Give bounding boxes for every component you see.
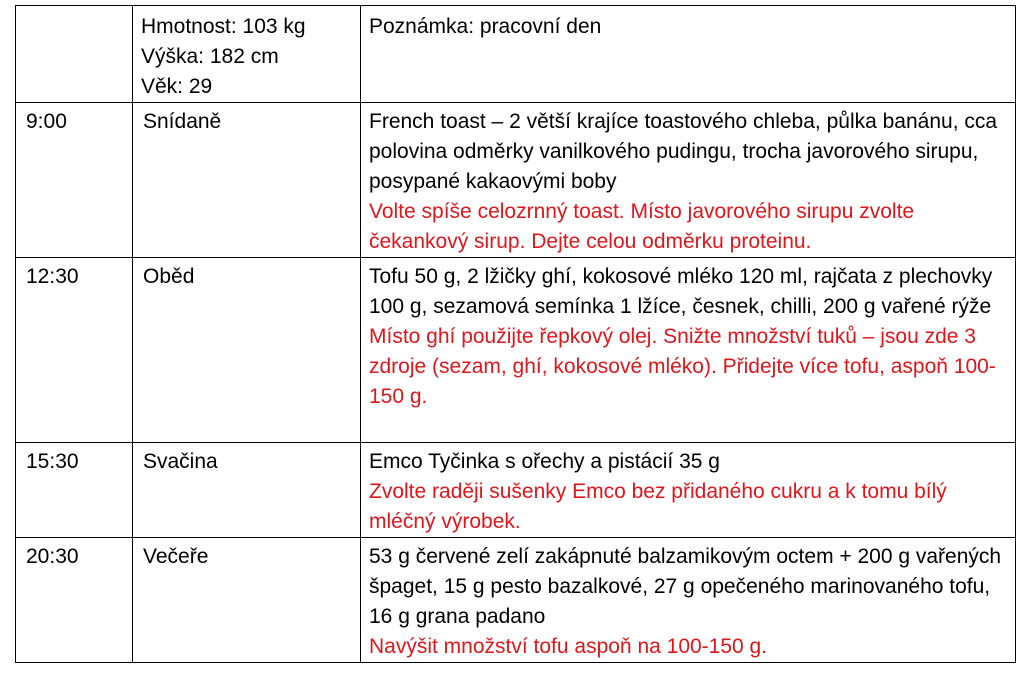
meal-name: Svačina xyxy=(133,443,361,538)
meal-recommendation: Zvolte raději sušenky Emco bez přidaného cukru a k tomu bílý mléčný výrobek. xyxy=(369,480,953,533)
meal-description: French toast – 2 větší krajíce toastového chleba, půlka banánu, cca polovina odměrky vanilkového pudingu, trocha javorového sirupu, posypané kakaovými boby xyxy=(369,110,1003,193)
meal-recommendation: Místo ghí použijte řepkový olej. Snižte množství tuků – jsou zde 3 zdroje (sezam, ghí, kokosové mléko). Přidejte více tofu, aspoň 100-150 g. xyxy=(369,325,996,408)
note-cell xyxy=(361,6,1016,103)
meal-time: 12:30 xyxy=(16,258,133,443)
header-row xyxy=(16,6,1016,103)
meal-description: Tofu 50 g, 2 lžičky ghí, kokosové mléko 120 ml, rajčata z plechovky 100 g, sezamová semínka 1 lžíce, česnek, chilli, 200 g vařené rýže xyxy=(369,265,999,318)
table-row xyxy=(16,538,1016,663)
meal-name: Oběd xyxy=(133,258,361,443)
weight-text: Hmotnost: 103 kg xyxy=(141,15,306,38)
meal-description: Emco Tyčinka s ořechy a pistácií 35 g xyxy=(369,450,720,473)
meal-time: 15:30 xyxy=(16,443,133,538)
meal-recommendation: Navýšit množství tofu aspoň na 100-150 g. xyxy=(369,635,768,658)
meal-name: Večeře xyxy=(133,538,361,663)
meal-details-cell xyxy=(361,258,1016,443)
table-row xyxy=(16,103,1016,258)
meal-plan-table xyxy=(15,5,1016,663)
meal-time: 20:30 xyxy=(16,538,133,663)
meal-details-cell xyxy=(361,103,1016,258)
note-text: Poznámka: pracovní den xyxy=(369,15,602,38)
personal-info-cell xyxy=(133,6,361,103)
meal-name: Snídaně xyxy=(133,103,361,258)
meal-details-cell xyxy=(361,443,1016,538)
meal-recommendation: Volte spíše celozrnný toast. Místo javorového sirupu zvolte čekankový sirup. Dejte celou odměrku proteinu. xyxy=(369,200,920,253)
empty-cell xyxy=(16,6,133,103)
meal-details-cell xyxy=(361,538,1016,663)
meal-time: 9:00 xyxy=(16,103,133,258)
height-text: Výška: 182 cm xyxy=(141,45,279,68)
meal-description: 53 g červené zelí zakápnuté balzamikovým octem + 200 g vařených špaget, 15 g pesto bazalkové, 27 g opečeného marinovaného tofu, 16 g grana padano xyxy=(369,545,1007,628)
age-text: Věk: 29 xyxy=(141,75,213,98)
table-row xyxy=(16,443,1016,538)
table-row xyxy=(16,258,1016,443)
